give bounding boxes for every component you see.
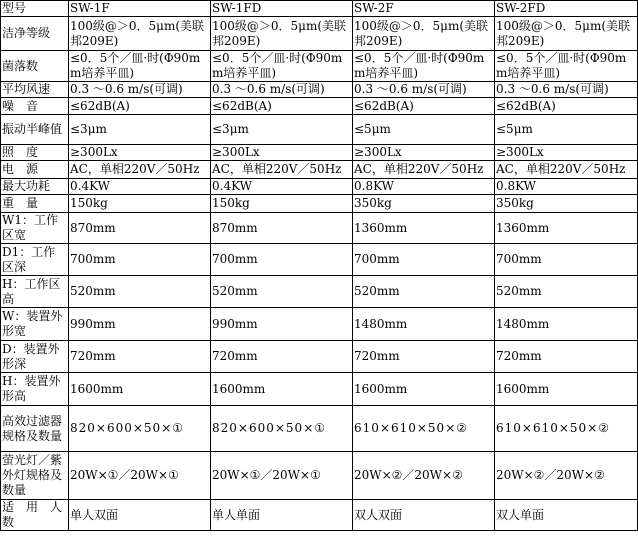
table-row <box>1 276 638 308</box>
row-label: W：装置外形宽 <box>1 308 69 341</box>
table-cell: ≥300Lx <box>69 145 211 161</box>
row-label: 菌落数 <box>1 51 69 82</box>
table-cell: 1600mm <box>353 373 495 406</box>
table-row <box>1 17 638 51</box>
table-cell: 1480mm <box>353 308 495 341</box>
table-cell: 单人单面 <box>211 500 353 531</box>
row-label: D：装置外形深 <box>1 341 69 373</box>
header-sw-2fd: SW-2FD <box>495 1 638 17</box>
table-cell: 700mm <box>211 244 353 276</box>
table-cell: 20W×②／20W×② <box>353 452 495 500</box>
table-cell: ≤3μm <box>211 115 353 145</box>
table-cell: 990mm <box>69 308 211 341</box>
table-cell: 0.8KW <box>495 179 638 195</box>
row-label: 振动半峰值 <box>1 115 69 145</box>
header-sw-1f: SW-1F <box>69 1 211 17</box>
table-row <box>1 179 638 195</box>
table-cell: AC，单相220V／50Hz <box>211 161 353 179</box>
table-cell: 820×600×50×① <box>69 406 211 452</box>
table-cell: ≤0．5个／皿·时(Φ90mm培养平皿) <box>353 51 495 82</box>
table-cell: 0.3 ～0.6 m/s(可调) <box>495 82 638 98</box>
table-cell: 100级@＞0．5μm(美联邦209E) <box>211 17 353 51</box>
table-cell: ≤3μm <box>69 115 211 145</box>
table-cell: 0.4KW <box>69 179 211 195</box>
table-cell: 350kg <box>495 195 638 213</box>
table-cell: 820×600×50×① <box>211 406 353 452</box>
table-cell: ≥300Lx <box>353 145 495 161</box>
table-row <box>1 373 638 406</box>
row-label: 噪 音 <box>1 98 69 115</box>
header-sw-2f: SW-2F <box>353 1 495 17</box>
table-cell: 720mm <box>211 341 353 373</box>
table-cell: AC，单相220V／50Hz <box>69 161 211 179</box>
table-row <box>1 500 638 531</box>
table-cell: 520mm <box>353 276 495 308</box>
table-cell: 1600mm <box>69 373 211 406</box>
table-cell: 720mm <box>69 341 211 373</box>
table-cell: ≤0．5个／皿·时(Φ90mm培养平皿) <box>211 51 353 82</box>
table-cell: ≤5μm <box>353 115 495 145</box>
table-cell: 单人双面 <box>69 500 211 531</box>
table-cell: 520mm <box>69 276 211 308</box>
table-cell: ≤0．5个／皿·时(Φ90mm培养平皿) <box>69 51 211 82</box>
table-cell: AC，单相220V／50Hz <box>353 161 495 179</box>
table-cell: 1480mm <box>495 308 638 341</box>
row-label: 照 度 <box>1 145 69 161</box>
table-row <box>1 452 638 500</box>
row-label: 平均风速 <box>1 82 69 98</box>
table-cell: 700mm <box>353 244 495 276</box>
table-cell: 700mm <box>69 244 211 276</box>
row-label: D1：工作区深 <box>1 244 69 276</box>
header-model-label: 型号 <box>1 1 69 17</box>
row-label: 高效过滤器规格及数量 <box>1 406 69 452</box>
table-cell: 1360mm <box>495 213 638 244</box>
header-sw-1fd: SW-1FD <box>211 1 353 17</box>
table-cell: ≥300Lx <box>495 145 638 161</box>
table-cell: 0.3 ～0.6 m/s(可调) <box>211 82 353 98</box>
table-row <box>1 82 638 98</box>
table-cell: 720mm <box>495 341 638 373</box>
table-cell: 700mm <box>495 244 638 276</box>
table-cell: ≤62dB(A) <box>495 98 638 115</box>
table-cell: 100级@＞0．5μm(美联邦209E) <box>69 17 211 51</box>
row-label: H：装置外形高 <box>1 373 69 406</box>
table-row <box>1 161 638 179</box>
table-cell: 150kg <box>69 195 211 213</box>
table-cell: 150kg <box>211 195 353 213</box>
table-cell: 0.3 ～0.6 m/s(可调) <box>353 82 495 98</box>
table-row <box>1 308 638 341</box>
table-cell: 20W×②／20W×② <box>495 452 638 500</box>
table-row <box>1 115 638 145</box>
table-row <box>1 195 638 213</box>
table-cell: AC，单相220V／50Hz <box>495 161 638 179</box>
table-cell: 610×610×50×② <box>353 406 495 452</box>
table-cell: 双人双面 <box>353 500 495 531</box>
table-row <box>1 244 638 276</box>
table-cell: 1600mm <box>211 373 353 406</box>
table-row <box>1 406 638 452</box>
table-cell: 0.8KW <box>353 179 495 195</box>
table-cell: ≤5μm <box>495 115 638 145</box>
table-cell: ≤0．5个／皿·时(Φ90mm培养平皿) <box>495 51 638 82</box>
table-cell: 0.4KW <box>211 179 353 195</box>
table-cell: 双人单面 <box>495 500 638 531</box>
row-label: 重 量 <box>1 195 69 213</box>
table-cell: 1360mm <box>353 213 495 244</box>
table-row <box>1 341 638 373</box>
row-label: 电 源 <box>1 161 69 179</box>
table-cell: 20W×①／20W×① <box>69 452 211 500</box>
row-label: 萤光灯／紫外灯规格及数量 <box>1 452 69 500</box>
table-row <box>1 145 638 161</box>
table-cell: ≤62dB(A) <box>211 98 353 115</box>
table-cell: 520mm <box>211 276 353 308</box>
table-cell: 990mm <box>211 308 353 341</box>
row-label: 最大功耗 <box>1 179 69 195</box>
table-row <box>1 98 638 115</box>
table-cell: ≥300Lx <box>211 145 353 161</box>
table-cell: 870mm <box>211 213 353 244</box>
row-label: H：工作区高 <box>1 276 69 308</box>
table-cell: 350kg <box>353 195 495 213</box>
table-cell: 100级@＞0．5μm(美联邦209E) <box>495 17 638 51</box>
table-cell: 1600mm <box>495 373 638 406</box>
table-cell: 610×610×50×② <box>495 406 638 452</box>
table-cell: 520mm <box>495 276 638 308</box>
table-cell: 720mm <box>353 341 495 373</box>
table-header-row <box>1 1 638 17</box>
row-label: 适 用 人数 <box>1 500 69 531</box>
table-cell: 100级@＞0．5μm(美联邦209E) <box>353 17 495 51</box>
table-row <box>1 51 638 82</box>
table-cell: 20W×①／20W×① <box>211 452 353 500</box>
table-cell: ≤62dB(A) <box>69 98 211 115</box>
table-cell: 870mm <box>69 213 211 244</box>
row-label: W1：工作区宽 <box>1 213 69 244</box>
row-label: 洁净等级 <box>1 17 69 51</box>
table-row <box>1 213 638 244</box>
table-cell: 0.3 ～0.6 m/s(可调) <box>69 82 211 98</box>
table-cell: ≤62dB(A) <box>353 98 495 115</box>
